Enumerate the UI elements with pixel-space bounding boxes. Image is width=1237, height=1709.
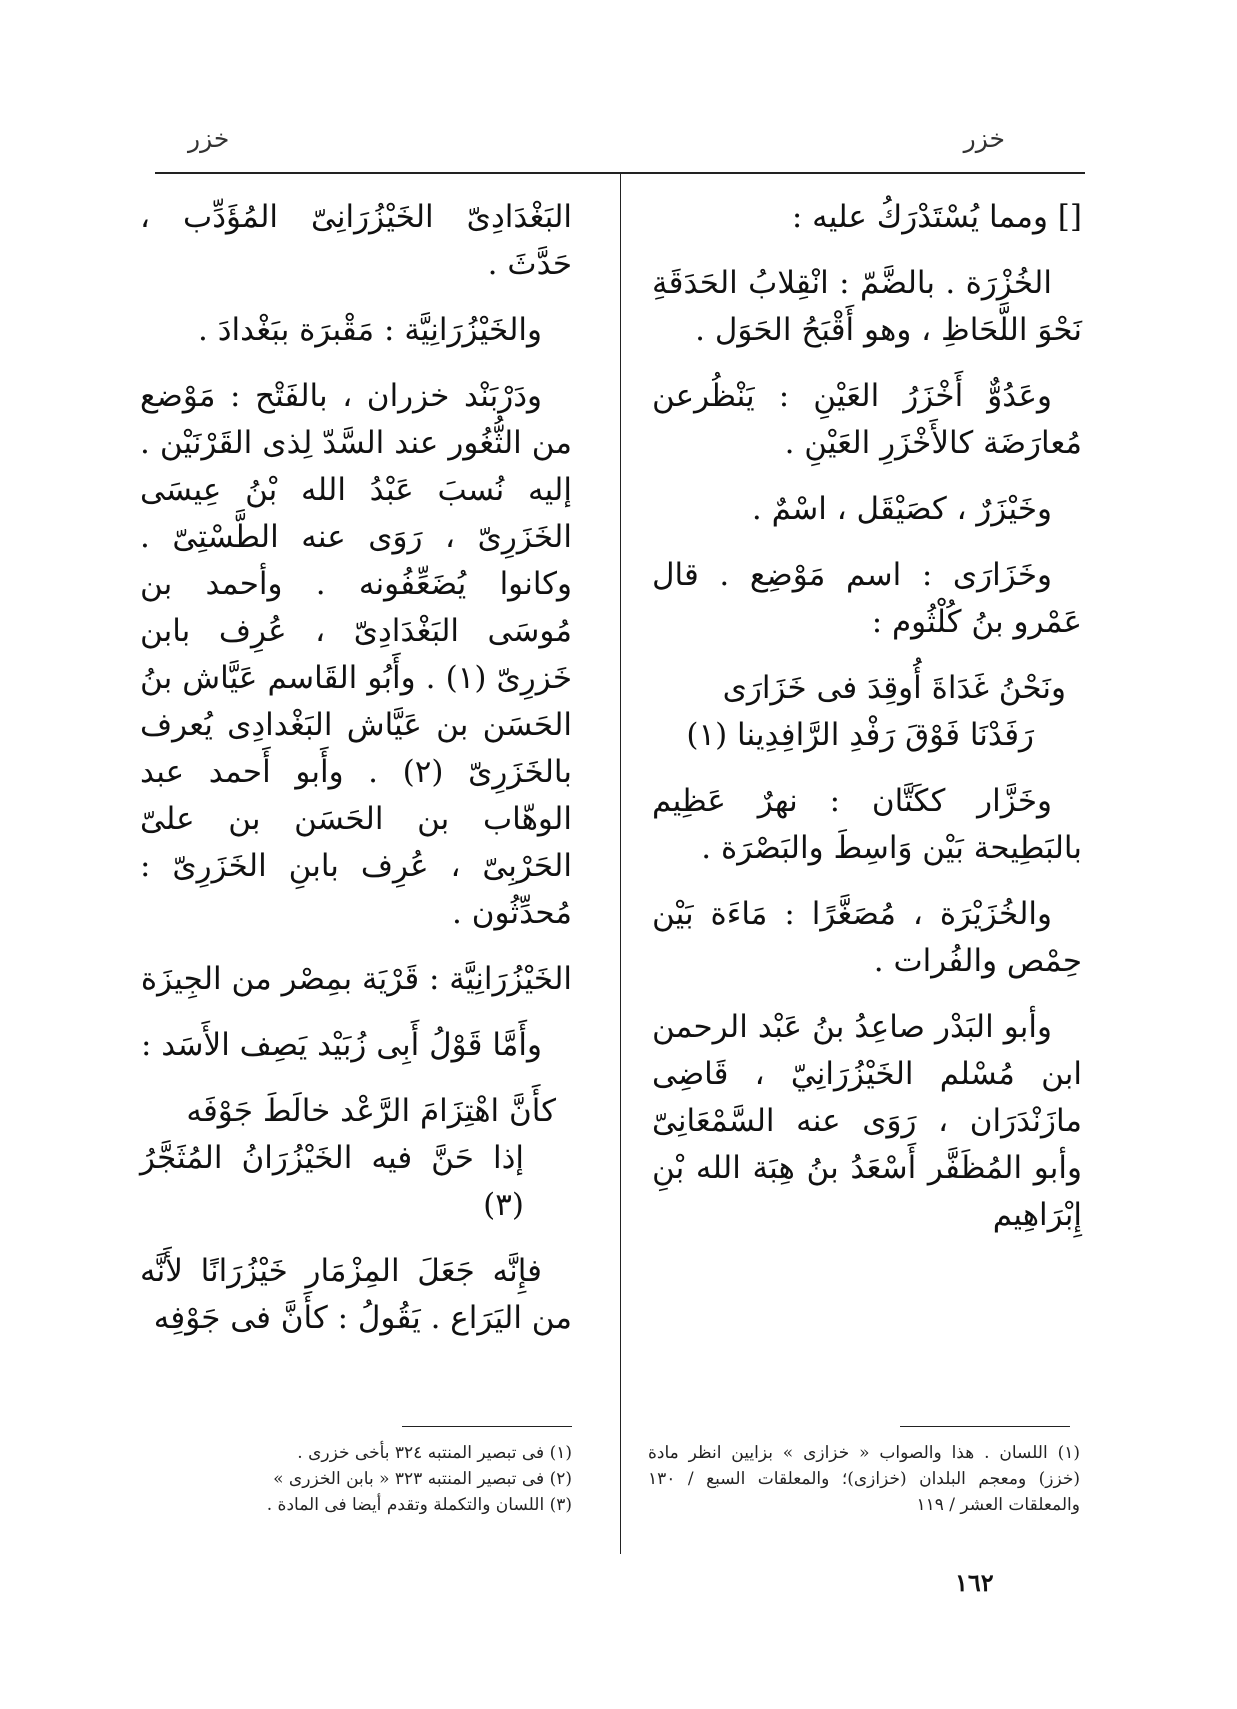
right-column — [652, 194, 1082, 1258]
footnote: (٢) فى تبصير المنتبه ٣٢٣ « بابن الخزرى » — [273, 1469, 572, 1489]
paragraph-khazzar: وخَزَّار ككَتَّان : نهرٌ عَظِيم بالبَطِيحة بَيْن وَاسِطَ والبَصْرَة . — [652, 783, 1082, 866]
poem-verse-left — [140, 1088, 572, 1229]
paragraph-khayzuraniyya-cemetery: والخَيْزُرَانِيَّة : مَقْبرَة ببَغْدادَ . — [197, 312, 542, 348]
poem-line: كأَنَّ اهْتِزَامَ الرَّعْد خالَطَ جَوْفَه — [186, 1093, 556, 1129]
paragraph-khuzayra: والخُزَيْرَة ، مُصَغَّرًا : مَاءَة بَيْن حِمْص والفُرات . — [652, 896, 1082, 979]
poem-verse-right — [652, 665, 1082, 759]
poem-line: إذا حَنَّ فيه الخَيْزُرَانُ المُثَجَّرُ (٣) — [140, 1140, 524, 1223]
running-head-right: خزر — [963, 124, 1005, 153]
footnotes-left — [200, 1440, 572, 1518]
footnotes-right — [648, 1440, 1080, 1518]
paragraph-khayzuraniyya-village: الخَيْزُرَانِيَّة : قَرْيَة بمِصْر من الجِيزَة — [140, 961, 572, 997]
paragraph-abu-al-badr: وأبو البَدْر صاعِدُ بنُ عَبْد الرحمن ابن مُسْلم الخَيْزُرَانِيّ ، قَاضِى مازَنْدَرَان ، رَوَى عنه السَّمْعَانِىّ وأبو المُظَفَّر أَسْعَدُ بنُ هِبَة الله بْنِ إِبْرَاهِيم — [652, 1009, 1082, 1233]
footnote-rule-left — [402, 1426, 572, 1427]
paragraph-darband-khazran: ودَرْبَنْد خزران ، بالفَتْح : مَوْضع من الثُّغُور عند السَّدّ لِذى القَرْنَيْن . إليه نُسبَ عَبْدُ الله بْنُ عِيسَى الخَزَرِىّ ، رَوَى عنه الطَّسْتِىّ . وكانوا يُضَعِّفُونه . وأحمد بن مُوسَى البَغْدَادِىّ ، عُرِف بابن خَزرِىّ (١) . وأَبُو القَاسم عَيَّاش بنُ الحَسَن بن عَيَّاش البَغْدادِى يُعرف بالخَزَرِىّ (٢) . وأَبو أَحمد عبد الوهّاب بن الحَسَن بن علىّ الحَرْبِىّ ، عُرِف بابنِ الخَزَرِىّ : مُحدِّثُون . — [140, 378, 572, 931]
poem-line: رَفَدْنَا فَوْقَ رَفْدِ الرَّافِدِينا (١) — [686, 717, 1034, 753]
running-head-left: خزر — [188, 124, 230, 153]
footnote-rule-right — [900, 1426, 1070, 1427]
paragraph-khazara: وخَزَارَى : اسم مَوْضِع . قال عَمْرو بنُ كُلْثُوم : — [652, 557, 1082, 640]
poem-line: ونَحْنُ غَدَاةَ أُوقِدَ فى خَزَارَى — [722, 670, 1066, 706]
page-number: ١٦٢ — [955, 1568, 994, 1597]
footnote: (١) فى تبصير المنتبه ٣٢٤ بأخى خزرى . — [297, 1443, 572, 1463]
paragraph-khayzar: وخَيْزَرٌ ، كصَيْقَل ، اسْمٌ . — [751, 491, 1052, 527]
paragraph-khuzra: الخُزْرَة . بالضَّمّ : انْقِلابُ الحَدَقَةِ نَحْوَ اللَّحَاظِ ، وهو أَقْبَحُ الحَوَل . — [652, 265, 1082, 348]
paragraph-mizmar: فإِنَّه جَعَلَ المِزْمَار خَيْزُرَانًا لأَنَّه من اليَرَاع . يَقُولُ : كأَنَّ فى جَوْفِه — [140, 1253, 572, 1336]
column-divider — [620, 174, 621, 1554]
paragraph-addendum-heading: [] ومما يُسْتَدْرَكُ عليه : — [791, 199, 1082, 235]
paragraph-continuation: البَغْدَادِىّ الخَيْزُرَانِىّ المُؤَدِّب ، حَدَّثَ . — [140, 199, 572, 282]
footnote: (١) اللسان . هذا والصواب « خزازى » بزايين انظر مادة (خزز) ومعجم البلدان (خزازى)؛ والمعلقات السبع / ١٣٠ والمعلقات العشر / ١١٩ — [648, 1443, 1080, 1515]
left-column — [140, 194, 572, 1361]
footnote: (٣) اللسان والتكملة وتقدم أيضا فى المادة . — [266, 1495, 572, 1515]
paragraph-akhzar-al-ayn: وعَدُوٌّ أَخْزَرُ العَيْنِ : يَنْظُرعن مُعارَضَة كالأَخْزَرِ العَيْنِ . — [652, 378, 1082, 461]
paragraph-abu-zubayd: وأَمَّا قَوْلُ أَبِى زُبَيْد يَصِف الأَسَد : — [140, 1027, 542, 1063]
